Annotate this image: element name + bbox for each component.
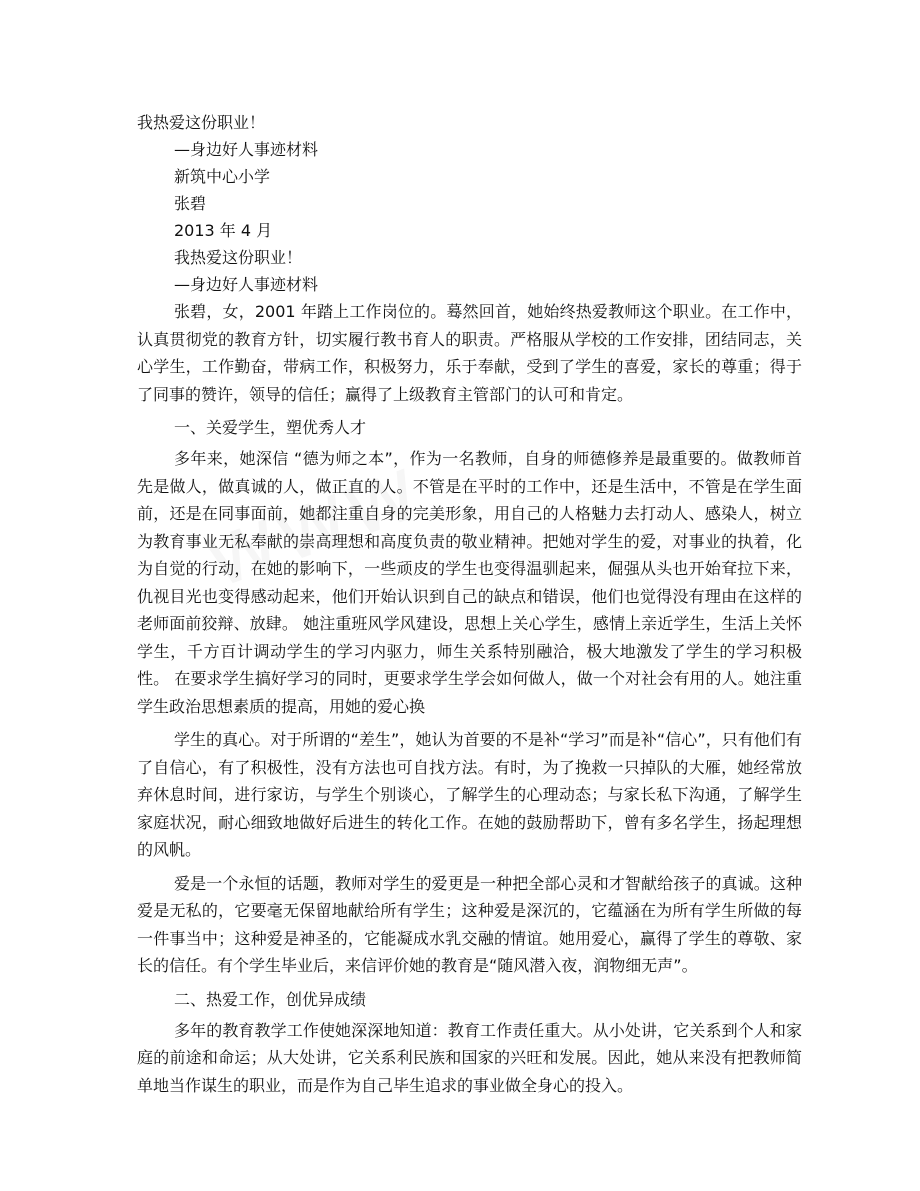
doc-title-repeat: 我热爱这份职业！: [174, 248, 303, 267]
author-name: 张碧: [174, 194, 207, 213]
doc-title: 我热爱这份职业！: [137, 113, 266, 132]
paragraph-work: 多年的教育教学工作使她深深地知道：教育工作责任重大。从小处讲，它关系到个人和家庭的前途和命运；从大处讲，它关系利民族和国家的兴旺和发展。因此，她从来没有把教师简单地当作谋生的职业，而是作为自己毕生追求的事业做全身心的投入。: [137, 1020, 802, 1095]
paragraph-love: 爱是一个永恒的话题，教师对学生的爱更是一种把全部心灵和才智献给孩子的真诚。这种爱是无私的，它要毫无保留地献给所有学生；这种爱是深沉的，它蕴涵在为所有学生所做的每一件事当中；这种爱是神圣的，它能凝成水乳交融的情谊。她用爱心，赢得了学生的尊敬、家长的信任。有个学生毕业后，来信评价她的教育是“随风潜入夜，润物细无声”。: [137, 873, 802, 975]
document-page: [137, 109, 802, 1099]
school-name: 新筑中心小学: [174, 167, 271, 186]
doc-subtitle-repeat: —身边好人事迹材料: [174, 275, 319, 294]
paragraph-care-students: 多年来，她深信 “德为师之本”，作为一名教师，自身的师德修养是最重要的。做教师首先是做人，做真诚的人，做正直的人。不管是在平时的工作中，还是生活中，不管是在学生面前，还是在同事面前，她都注重自身的完美形象，用自己的人格魅力去打动人、感染人，树立为教育事业无私奉献的崇高理想和高度负责的敬业精神。把她对学生的爱，对事业的执着，化为自觉的行动，在她的影响下，一些顽皮的学生也变得温驯起来，倔强从头也开始耷拉下来，仇视目光也变得感动起来，他们开始认识到自己的缺点和错误，他们也觉得没有理由在这样的老师面前狡辩、放肆。 她注重班风学风建设，思想上关心学生，感情上亲近学生，生活上关怀学生，千方百计调动学生的学习内驱力，师生关系特别融洽，极大地激发了学生的学习积极性。 在要求学生搞好学习的同时，更要求学生学会如何做人，做一个对社会有用的人。她注重学生政治思想素质的提高，用她的爱心换: [137, 449, 802, 716]
doc-date: 2013 年 4 月: [174, 221, 273, 240]
doc-subtitle: —身边好人事迹材料: [174, 140, 319, 159]
paragraph-intro: 张碧，女，2001 年踏上工作岗位的。蓦然回首，她始终热爱教师这个职业。在工作中，认真贯彻党的教育方针，切实履行教书育人的职责。严格服从学校的工作安排，团结同志，关心学生，工作勤奋，带病工作，积极努力，乐于奉献，受到了学生的喜爱，家长的尊重；得于了同事的赞许，领导的信任；赢得了上级教育主管部门的认可和肯定。: [137, 302, 802, 404]
section-heading-2: 二、热爱工作，创优异成绩: [174, 989, 367, 1009]
section-heading-1: 一、关爱学生，塑优秀人才: [174, 418, 367, 437]
paragraph-true-heart: 学生的真心。对于所谓的“差生”，她认为首要的不是补“学习”而是补“信心”，只有他们有了自信心，有了积极性，没有方法也可自找方法。有时，为了挽救一只掉队的大雁，她经常放弃休息时间，进行家访，与学生个别谈心，了解学生的心理动态；与家长私下沟通，了解学生家庭状况，耐心细致地做好后进生的转化工作。在她的鼓励帮助下，曾有多名学生，扬起理想的风帆。: [137, 730, 802, 859]
